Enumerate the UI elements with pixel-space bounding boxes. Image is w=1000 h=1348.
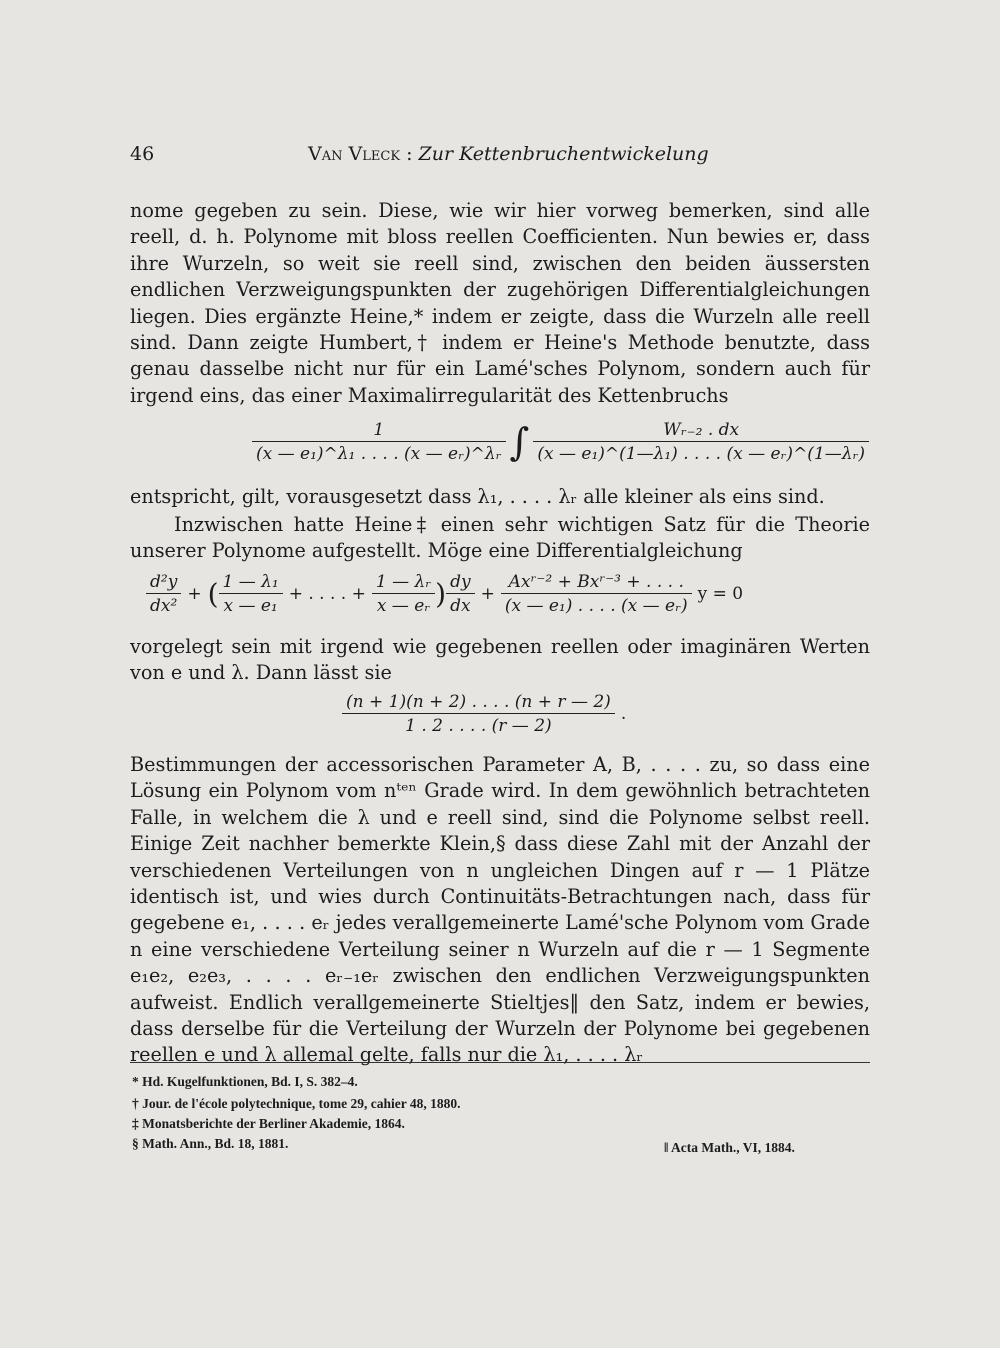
paragraph-3-text: Inzwischen hatte Heine‡ einen sehr wichtigen Satz für die Theorie unserer Polynome aufgestellt. Möge eine Differentialgleichung [130, 513, 870, 563]
eq2-term-r [372, 572, 435, 616]
equation-1 [252, 420, 869, 464]
eq1-right-numerator: Wᵣ₋₂ . dx [533, 420, 869, 442]
eq1-right-denominator: (x — e₁)^(1—λ₁) . . . . (x — eᵣ)^(1—λᵣ) [537, 444, 866, 464]
eq2-rhs: y = 0 [697, 584, 744, 604]
eq2-d2y-den: dx² [150, 596, 178, 616]
footnote-4: § Math. Ann., Bd. 18, 1881. [132, 1136, 289, 1151]
eq2-t1-den: x — e₁ [223, 596, 278, 616]
paragraph-4-text: vorgelegt sein mit irgend wie gegebenen reellen oder imaginären Werten von e und λ. Dann lässt sie [130, 635, 870, 685]
eq3-numerator: (n + 1)(n + 2) . . . . (n + r — 2) [342, 692, 615, 714]
running-title [308, 143, 709, 165]
author-name: Van Vleck [308, 143, 401, 165]
eq2-t1-num: 1 — λ₁ [219, 572, 283, 594]
footnote-2: † Jour. de l'école polytechnique, tome 29, cahier 48, 1880. [132, 1096, 461, 1111]
eq3-period: . [620, 704, 627, 724]
eq2-plus-2: + [480, 584, 495, 604]
page-number: 46 [130, 143, 155, 165]
eq2-paren-close: ) [435, 577, 447, 611]
eq2-term-poly [501, 572, 692, 616]
eq2-dy-num: dy [446, 572, 475, 594]
eq2-t2-den: x — eᵣ [376, 596, 431, 616]
footnote-1: * Hd. Kugelfunktionen, Bd. I, S. 382–4. [132, 1074, 358, 1089]
integral-sign: ∫ [509, 420, 530, 464]
eq2-second-derivative [146, 572, 181, 616]
footnote-5: ‖ Acta Math., VI, 1884. [664, 1140, 795, 1155]
paragraph-1 [130, 198, 870, 409]
eq1-right-fraction [533, 420, 869, 464]
eq2-plus: + [187, 584, 202, 604]
eq1-left-fraction [252, 420, 506, 464]
footnote-3: ‡ Monatsberichte der Berliner Akademie, 1864. [132, 1116, 405, 1131]
eq1-left-denominator: (x — e₁)^λ₁ . . . . (x — eᵣ)^λᵣ [256, 444, 502, 464]
eq2-d2y-num: d²y [146, 572, 181, 594]
eq2-paren-open: ( [207, 577, 219, 611]
eq2-t3-num: Axʳ⁻² + Bxʳ⁻³ + . . . . [501, 572, 692, 594]
eq2-t3-den: (x — e₁) . . . . (x — eᵣ) [504, 596, 688, 616]
footnote-rule [130, 1062, 870, 1063]
paragraph-2 [130, 484, 870, 510]
paragraph-2-text: entspricht, gilt, vorausgesetzt dass λ₁, . . . . λᵣ alle kleiner als eins sind. [130, 485, 825, 508]
paragraph-4 [130, 634, 870, 687]
paragraph-5 [130, 752, 870, 1069]
eq3-fraction [342, 692, 615, 736]
eq3-denominator: 1 . 2 . . . . (r — 2) [405, 716, 552, 736]
eq2-first-derivative [446, 572, 475, 616]
eq2-t2-num: 1 — λᵣ [372, 572, 435, 594]
header-separator: : [400, 143, 419, 165]
article-title: Zur Kettenbruchentwickelung [418, 143, 709, 165]
paragraph-1-text: nome gegeben zu sein. Diese, wie wir hier vorweg bemerken, sind alle reell, d. h. Polynome mit bloss reellen Coefficienten. Nun bewies er, dass ihre Wurzeln, so weit sie reell sind, zwischen den beiden äussersten endlichen Verzweigungspunkten der zugehörigen Differentialgleichungen liegen. Dies ergänzte Heine,* indem er zeigte, dass die Wurzeln alle reell sind. Dann zeigte Humbert,† indem er Heine's Methode benutzte, dass genau dasselbe nicht nur für ein Lamé'sches Polynom, sondern auch für irgend eins, das einer Maximalirregularität des Kettenbruchs [130, 199, 870, 407]
eq2-dots: + . . . . + [288, 584, 366, 604]
paragraph-3 [130, 512, 870, 565]
eq1-left-numerator: 1 [252, 420, 506, 442]
equation-3 [342, 692, 632, 736]
paragraph-5-text: Bestimmungen der accessorischen Parameter A, B, . . . . zu, so dass eine Lösung ein Polynom vom nᵗᵉⁿ Grade wird. In dem gewöhnlich betrachteten Falle, in welchem die λ und e reell sind, sind die Polynome selbst reell. Einige Zeit nachher bemerkte Klein,§ dass diese Zahl mit der Anzahl der verschiedenen Verteilungen von n ungleichen Dingen auf r — 1 Plätze identisch ist, und wies durch Continuitäts-Betrachtungen nach, dass für gegebene e₁, . . . . eᵣ jedes verallgemeinerte Lamé'sche Polynom vom Grade n eine verschiedene Verteilung seiner n Wurzeln auf die r — 1 Segmente e₁e₂, e₂e₃, . . . . eᵣ₋₁eᵣ zwischen den endlichen Verzweigungspunkten aufweist. Endlich verallgemeinerte Stieltjes‖ den Satz, indem er bewies, dass derselbe für die Verteilung der Wurzeln der Polynome bei gegebenen reellen e und λ allemal gelte, falls nur die λ₁, . . . . λᵣ [130, 753, 870, 1067]
running-header [130, 143, 870, 173]
eq2-term-1 [219, 572, 283, 616]
equation-2 [146, 572, 749, 616]
eq2-dy-den: dx [450, 596, 471, 616]
